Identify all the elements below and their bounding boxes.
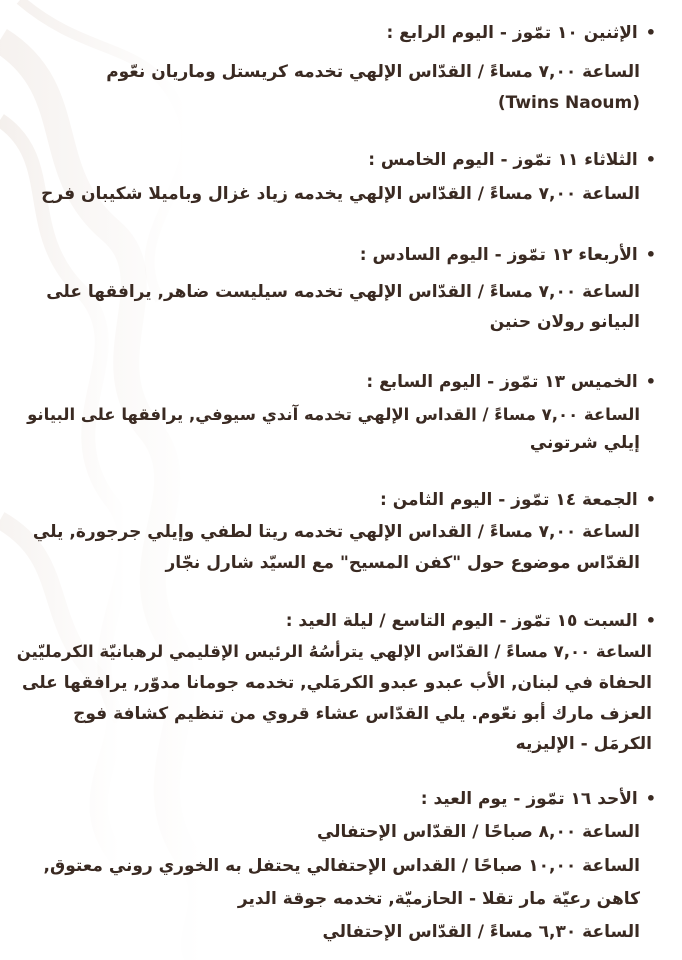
day-heading-saturday: •السبت ١٥ تمّوز - اليوم التاسع / ليلة العيد :	[285, 611, 656, 631]
bullet-icon: •	[645, 789, 656, 808]
event-line: الساعة ٧,٠٠ مساءً / القدّاس الإلهي يخدمه زياد غزال وباميلا شكيبان فرح	[41, 184, 640, 204]
event-line: إيلي شرتوني	[529, 433, 640, 453]
event-line: الساعة ٧,٠٠ مساءً / القداس الإلهي تخدمه ريتا لطفي وإيلي جرجورة, يلي	[32, 522, 640, 542]
event-line: الساعة ٧,٠٠ مساءً / القداس الإلهي تخدمه آندي سيوفي, يرافقها على البيانو	[27, 405, 640, 424]
bullet-icon: •	[645, 611, 656, 630]
event-line: الساعة ٨,٠٠ صباحًا / القدّاس الإحتفالي	[316, 822, 640, 842]
event-line: الساعة ٧,٠٠ مساءً / القدّاس الإلهي تخدمه كريستل وماريان نعّوم	[106, 62, 640, 82]
event-line: الحفاة في لبنان, الأب عبدو عبدو الكرمَلي, تخدمه جومانا مدوّر, يرافقها على	[22, 673, 652, 693]
event-line: القدّاس موضوع حول "كفن المسيح" مع السيّد شارل نجّار	[165, 553, 640, 573]
bullet-icon: •	[645, 372, 656, 391]
day-heading-thursday: •الخميس ١٣ تمّوز - اليوم السابع :	[366, 372, 656, 392]
event-line: الساعة ١٠,٠٠ صباحًا / القداس الإحتفالي يحتفل به الخوري روني معتوق,	[43, 856, 640, 876]
bullet-icon: •	[645, 490, 656, 509]
event-line: (Twins Naoum)	[497, 93, 640, 113]
event-line: الساعة ٧,٠٠ مساءً / القدّاس الإلهي تخدمه سيليست ضاهر, يرافقها على	[46, 282, 640, 302]
event-line: البيانو رولان حنين	[489, 312, 640, 332]
day-heading-friday: •الجمعة ١٤ تمّوز - اليوم الثامن :	[380, 490, 656, 510]
day-heading-sunday: •الأحد ١٦ تمّوز - يوم العيد :	[420, 789, 656, 809]
event-line: الكرمَل - الإليزيه	[515, 734, 652, 754]
event-line: الساعة ٦,٣٠ مساءً / القدّاس الإحتفالي	[322, 922, 640, 942]
bullet-icon: •	[645, 23, 656, 42]
day-heading-tuesday: •الثلاثاء ١١ تمّوز - اليوم الخامس :	[368, 150, 656, 170]
bullet-icon: •	[645, 150, 656, 169]
event-line: العزف مارك أبو نعّوم. يلي القدّاس عشاء قروي من تنظيم كشافة فوج	[73, 704, 652, 724]
event-line: الساعة ٧,٠٠ مساءً / القدّاس الإلهي يترأسُهُ الرئيس الإقليمي لرهبانيّة الكرمليّين	[16, 642, 652, 661]
day-heading-monday: •الإثنين ١٠ تمّوز - اليوم الرابع :	[386, 23, 656, 43]
bullet-icon: •	[645, 245, 656, 264]
day-heading-wednesday: •الأربعاء ١٢ تمّوز - اليوم السادس :	[359, 245, 656, 265]
event-line: كاهن رعيّة مار تقلا - الحازميّة, تخدمه جوقة الدير	[237, 889, 640, 909]
